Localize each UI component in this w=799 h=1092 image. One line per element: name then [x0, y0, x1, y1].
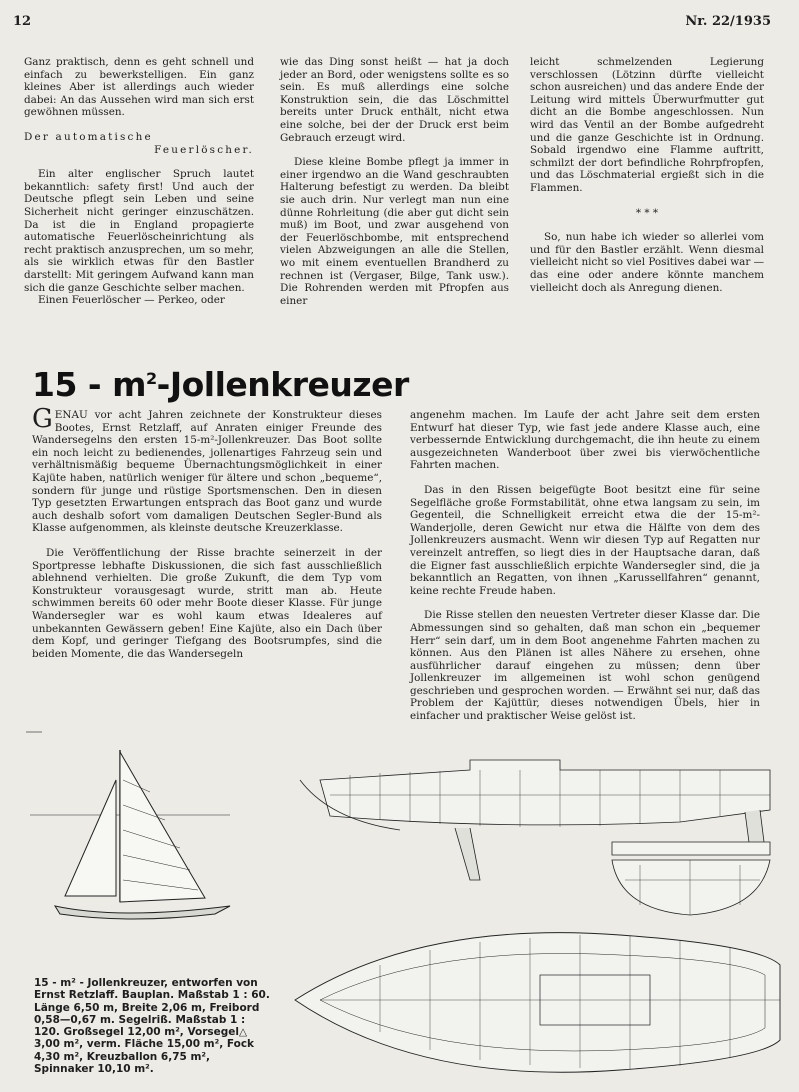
page-number: 12	[13, 14, 32, 29]
article-column-2	[410, 409, 760, 723]
top-column-3	[530, 56, 764, 294]
paragraph: Das in den Rissen beigefügte Boot besitzt eine für seine Segelfläche große Formstabilität, ohne etwa langsam zu sein, im Gegenteil, die Schnelligkeit erreicht etwa die der 15-m²-Wanderjolle, deren Gewicht nur etwa die Hälfte von dem des Jollenkreuzers ausmacht. Wenn wir diesen Typ auf Regatten nur vereinzelt antreffen, so liegt dies in der Hauptsache daran, daß die Eigner fast ausschließlich erpichte Wandersegler sind, die ja bekanntlich an Regatten, von ihnen „Karussellfahren“ genannt, keine rechte Freude haben.	[410, 483, 760, 597]
paragraph: leicht schmelzenden Legierung verschlossen (Lötzinn dürfte vielleicht schon ausreichen) und das andere Ende der Leitung wird mittels Überwurfmutter gut dicht an die Bombe angeschlossen. Nun wird das Ventil an der Bombe aufgedreht und die ganze Geschichte ist in Ordnung. Sobald irgendwo eine Flamme auftritt, schmilzt der dort befindliche Rohrpfropfen, und das Löschmaterial ergießt sich in die Flammen.	[530, 56, 764, 194]
figure-caption: 15 - m² - Jollenkreuzer, entworfen von Ernst Retzlaff. Bauplan. Maßstab 1 : 60. Länge 6,50 m, Breite 2,06 m, Freibord 0,58—0,67 m. Segelriß. Maßstab 1 : 120. Großsegel 12,00 m², Vorsegel△ 3,00 m², verm. Fläche 15,00 m², Fock 4,30 m², Kreuzballon 6,75 m², Spinnaker 10,10 m².	[34, 977, 270, 1076]
top-column-1	[24, 56, 254, 307]
section-heading-line-2: Feuerlöscher.	[154, 143, 254, 156]
article-title	[32, 365, 409, 404]
paragraph: angenehm machen. Im Laufe der acht Jahre seit dem ersten Entwurf hat dieser Typ, wie fast jede andere Klasse auch, eine verbessernde Entwicklung durchgemacht, die ihn heute zu einem ausgezeichneten Wanderboot über zwei bis vierwöchentliche Fahrten machen.	[410, 409, 760, 472]
paragraph: wie das Ding sonst heißt — hat ja doch jeder an Bord, oder wenigstens sollte es so sein. Es muß allerdings eine solche Konstruktion sein, die das Löschmittel bereits unter Druck enthält, nicht etwa eine solche, bei der der Druck erst beim Gebrauch erzeugt wird.	[280, 56, 509, 144]
drop-cap: G	[32, 404, 53, 434]
title-prefix: 15 - m	[32, 365, 146, 404]
paragraph: Ganz praktisch, denn es geht schnell und einfach zu bewerkstelligen. Ein ganz kleines Aber ist allerdings auch wieder dabei: An das Aussehen wird man sich erst gewöhnen müssen.	[24, 56, 254, 119]
article-column-1	[32, 404, 382, 660]
paragraph	[32, 404, 382, 535]
top-column-2	[280, 56, 509, 307]
section-heading-line-1: Der automatische	[24, 130, 153, 143]
title-suffix: -Jollenkreuzer	[156, 365, 409, 404]
paragraph: So, nun habe ich wieder so allerlei vom und für den Bastler erzählt. Wenn diesmal vielleicht nicht so viel Positives dabei war — das eine oder andere könnte manchem vielleicht doch als Anregung dienen.	[530, 231, 764, 294]
sail-plan	[26, 732, 230, 919]
paragraph: Diese kleine Bombe pflegt ja immer in einer irgendwo an die Wand geschraubten Halterung befestigt zu werden. Da bleibt sie auch drin. Nur verlegt man nun eine dünne Rohrleitung (die aber gut dicht sein muß) im Boot, und zwar ausgehend von der Feuerlöschbombe, mit entsprechend vielen Abzweigungen an alle die Stellen, wo mit einem eventuellen Brandherd zu rechnen ist (Vergaser, Bilge, Tank usw.). Die Rohrenden werden mit Pfropfen aus einer	[280, 156, 509, 307]
separator-stars: * * *	[635, 206, 659, 219]
title-superscript: 2	[145, 369, 157, 388]
section-plan	[612, 842, 770, 915]
paragraph-text: ENAU vor acht Jahren zeichnete der Konstrukteur dieses Bootes, Ernst Retzlaff, auf Anraten einiger Freunde des Wandersegelns den ersten 15-m²-Jollenkreuzer. Das Boot sollte ein noch leicht zu bedienendes, jollenartiges Fahrzeug sein und verhältnismäßig bequeme Übernachtungsmöglichkeit in einer Kajüte haben, natürlich weniger für ältere und schon „bequeme“, sondern für junge und rüstige Sportsmenschen. Den in diesen Typ gesetzten Erwartungen entsprach das Boot ganz und wurde auch deshalb sofort vom damaligen Deutschen Segler-Bund als Klasse aufgenommen, als kleinste deutsche Kreuzerklasse.	[32, 409, 382, 535]
paragraph: Die Veröffentlichung der Risse brachte seinerzeit in der Sportpresse lebhafte Diskussionen, die sich fast ausschließlich ablehnend verhielten. Die große Zukunft, die dem Typ vom Konstrukteur vorausgesagt wurde, stritt man ab. Heute schwimmen bereits 60 oder mehr Boote dieser Klasse. Für junge Wandersegler war es wohl kaum etwas Idealeres auf unbekannten Gewässern geben! Eine Kajüte, also ein Dach über dem Kopf, und geringer Tiefgang des Bootsrumpfes, sind die beiden Momente, die das Wandersegeln	[32, 546, 382, 660]
deck-plan	[295, 933, 780, 1073]
paragraph: Ein alter englischer Spruch lautet bekanntlich: safety first! Und auch der Deutsche pflegt sein Leben und seine Sicherheit nicht geringer einzuschätzen. Da ist die in England propagierte automatische Feuerlöscheinrichtung als recht praktisch anzusprechen, um so mehr, als sie wirklich etwas für den Bastler darstellt: Mit geringem Aufwand kann man sich die ganze Geschichte selber machen.	[24, 168, 254, 294]
paragraph: Einen Feuerlöscher — Perkeo, oder	[38, 294, 225, 307]
paragraph: Die Risse stellen den neuesten Vertreter dieser Klasse dar. Die Abmessungen sind so gehalten, daß man schon ein „bequemer Herr“ sein darf, um in dem Boot angenehme Fahrten machen zu können. Aus den Plänen ist alles Nähere zu ersehen, ohne ausführlicher darauf eingehen zu müssen; denn über Jollenkreuzer im allgemeinen ist wohl schon genügend geschrieben und gesprochen worden. — Erwähnt sei nur, daß das Problem der Kajüttür, dieses notwendigen Übels, hier in einfacher und praktischer Weise gelöst ist.	[410, 609, 760, 723]
issue-number: Nr. 22/1935	[685, 14, 771, 29]
